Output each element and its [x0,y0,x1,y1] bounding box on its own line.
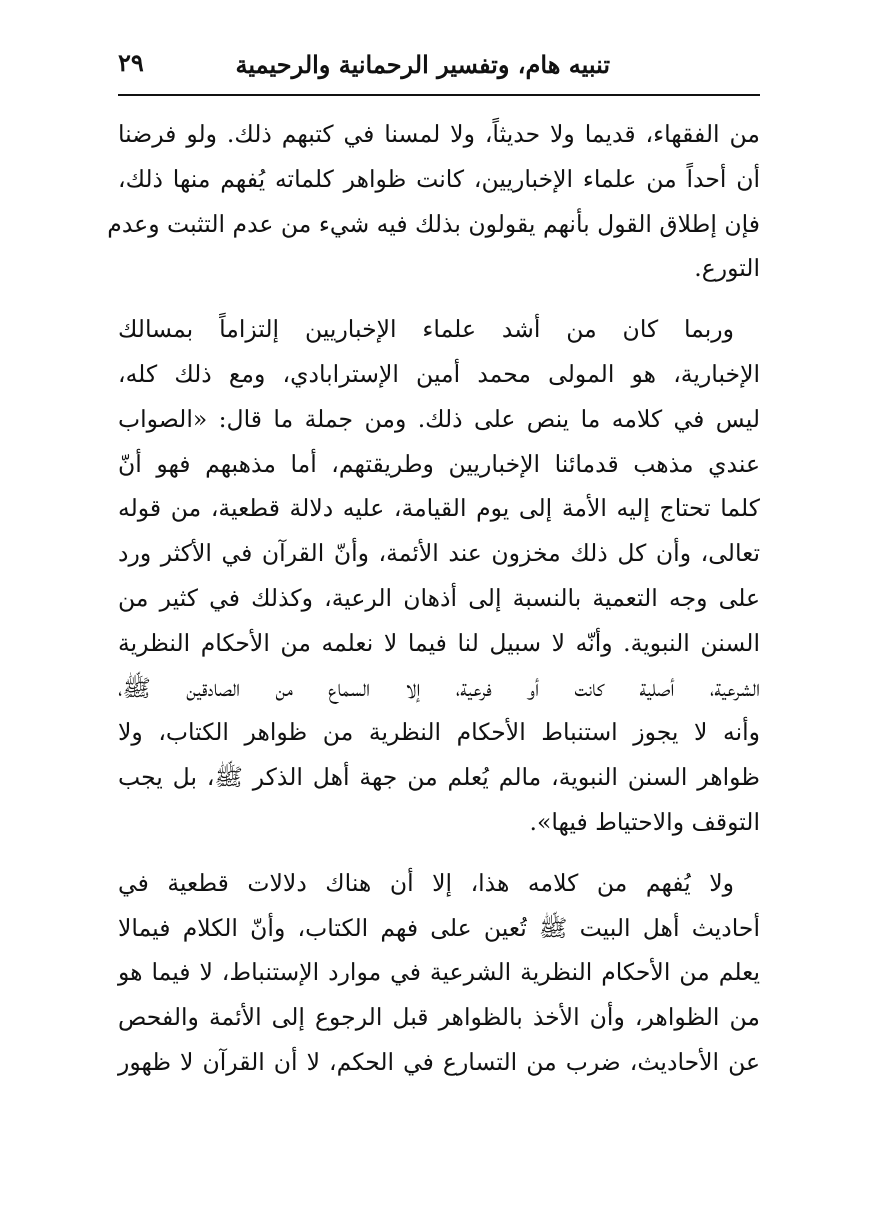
text-line: من الفقهاء، قديما ولا حديثاً، ولا لمسنا في كتبهم ذلك. ولو فرضنا [118,120,760,148]
text-line: يعلم من الأحكام النظرية الشرعية في موارد الإستنباط، لا فيما هو [118,958,760,987]
text-line: الشرعية، أصلية كانت أو فرعية، إلا السماع من الصادقين ﷺ، [118,673,760,702]
page-body [107,112,760,1101]
text-line: ولا يُفهم من كلامه هذا، إلا أن هناك دلالات قطعية في [118,868,734,897]
running-header [118,40,760,90]
text-line: عن الأحاديث، ضرب من التسارع في الحكم، لا أن القرآن لا ظهور [118,1047,760,1076]
text-line: ليس في كلامه ما ينص على ذلك. ومن جملة ما قال: «الصواب [118,404,760,433]
running-title: تنبيه هام، وتفسير الرحمانية والرحيمية [235,50,610,79]
book-page [107,40,760,1200]
text-line: السنن النبوية. وأنّه لا سبيل لنا فيما لا نعلمه من الأحكام النظرية [118,628,760,657]
text-line: فإن إطلاق القول بأنهم يقولون بذلك فيه شيء من عدم التثبت وعدم [107,209,760,238]
text-line: التوقف والاحتياط فيها». [529,807,760,836]
text-line: تعالى، وأن كل ذلك مخزون عند الأئمة، وأنّ القرآن في الأكثر ورد [118,539,760,568]
page-number: ٢٩ [118,48,144,77]
text-line: ظواهر السنن النبوية، مالم يُعلم من جهة أهل الذكر ﷺ، بل يجب [118,763,760,792]
paragraph-3 [118,861,760,1085]
text-line: من الظواهر، وأن الأخذ بالظواهر قبل الرجوع إلى الأئمة والفحص [118,1003,760,1032]
text-line: وربما كان من أشد علماء الإخباريين إلتزاماً بمسالك [118,315,734,344]
text-line: على وجه التعمية بالنسبة إلى أذهان الرعية، وكذلك في كثير من [118,583,760,612]
text-line: الإخبارية، هو المولى محمد أمين الإسترابادي، ومع ذلك كله، [118,359,760,388]
text-line: أحاديث أهل البيت ﷺ تُعين على فهم الكتاب، وأنّ الكلام فيمالا [118,913,760,942]
text-line: كلما تحتاج إليه الأمة إلى يوم القيامة، عليه دلالة قطعية، من قوله [118,494,760,523]
paragraph-1 [107,112,760,291]
text-line: عندي مذهب قدمائنا الإخباريين وطريقتهم، أما مذهبهم فهو أنّ [118,449,760,478]
text-line: أن أحداً من علماء الإخباريين، كانت ظواهر كلماته يُفهم منها ذلك، [118,164,760,193]
text-line: وأنه لا يجوز استنباط الأحكام النظرية من ظواهر الكتاب، ولا [118,718,760,747]
paragraph-2 [118,307,760,845]
header-rule [118,94,760,96]
text-line: التورع. [694,254,760,283]
